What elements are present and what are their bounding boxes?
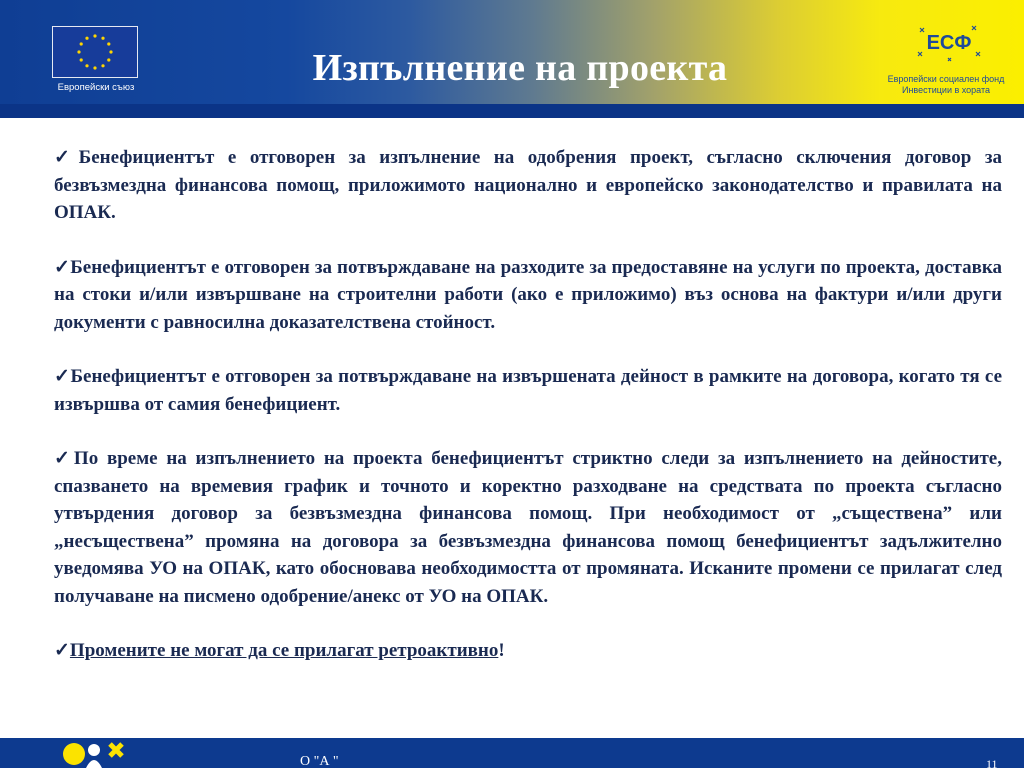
header-band [0, 104, 1024, 118]
bullet-paragraph-4 [54, 445, 1002, 610]
page-title: Изпълнение на проекта [312, 47, 728, 89]
bullet-paragraph-3 [54, 363, 1002, 418]
bullet-text-4: По време на изпълнението на проекта бенефициентът стриктно следи за изпълнението на дейностите, спазването на времевия график и точното и коректно разходване на средствата по проекта съгласно утвърдения договор за безвъзмездна финансова помощ. При необходимост от „съществена” или „несъществена” промяна на договора за безвъзмездна финансова помощ бенефициентът задължително уведомява УО на ОПАК, като обосновава необходимостта от промяната. Исканите промени се прилагат след получаване на писмено одобрение/анекс от УО на ОПАК. [54, 448, 1002, 607]
check-icon: ✓ [54, 366, 71, 387]
esf-logo [876, 18, 1016, 104]
eu-caption: Европейски съюз [57, 82, 135, 93]
bullet-text-5-underlined: Промените не могат да се прилагат ретроактивно [69, 640, 499, 661]
footer-logo-icon [56, 740, 132, 768]
esf-caption [876, 74, 1016, 96]
content-body [54, 144, 1002, 665]
footer-text: О "А " [300, 754, 339, 769]
esf-caption-line1: Европейски социален фонд [887, 74, 1005, 84]
check-icon: ✓ [54, 147, 79, 168]
esf-logo-text: ЕСФ [926, 32, 972, 54]
bullet-text-5-suffix: ! [498, 640, 505, 661]
bullet-text-2: Бенефициентът е отговорен за потвърждаване на разходите за предоставяне на услуги по проекта, доставка на стоки и/или извършване на строителни работи (ако е приложимо) въз основа на фактури и/или други документи с равносилна доказателствена стойност. [54, 256, 1002, 333]
bullet-paragraph-5 [54, 637, 1002, 665]
check-icon: ✓ [54, 256, 71, 278]
check-icon: ✓ [54, 448, 74, 469]
bullet-paragraph-2 [54, 254, 1002, 337]
page-number: 11 [986, 757, 998, 771]
eu-logo [46, 20, 146, 100]
eu-stars-icon [53, 27, 137, 77]
esf-caption-line2: Инвестиции в хората [901, 85, 990, 95]
check-icon: ✓ [54, 640, 70, 661]
bullet-paragraph-1 [54, 144, 1002, 227]
esf-emblem-icon [914, 22, 984, 66]
eu-flag-icon [52, 26, 138, 78]
bullet-text-3: Бенефициентът е отговорен за потвърждаване на извършената дейност в рамките на договора, когато тя се извършва от самия бенефициент. [54, 366, 1003, 415]
bullet-text-1: Бенефициентът е отговорен за изпълнение на одобрения проект, съгласно сключения договор за безвъзмездна финансова помощ, приложимото национално и европейско законодателство и правилата на ОПАК. [54, 147, 1002, 223]
